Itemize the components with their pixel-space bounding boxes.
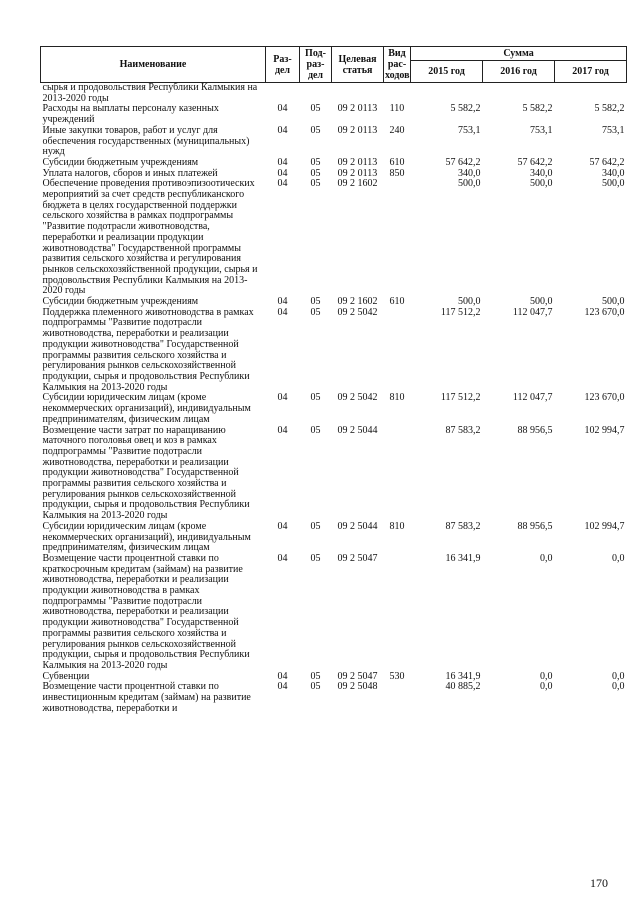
row-sum-2015: 87 583,2 xyxy=(445,520,481,532)
row-razdel: 04 xyxy=(277,681,288,693)
row-podrazdel: 05 xyxy=(310,392,321,404)
row-sum-2017: 57 642,2 xyxy=(589,156,625,168)
header-podrazdel: Под- раз- дел xyxy=(300,47,332,83)
row-razdel: 04 xyxy=(277,670,288,682)
row-name: Уплата налогов, сборов и иных платежей xyxy=(42,167,218,179)
row-vid xyxy=(384,308,411,394)
row-sum-2016: 88 956,5 xyxy=(517,424,553,436)
row-vid xyxy=(384,682,411,714)
row-sum-2015: 117 512,2 xyxy=(440,306,481,318)
row-sum-2017: 102 994,7 xyxy=(584,520,625,532)
row-sum-2015: 117 512,2 xyxy=(440,392,481,404)
row-sum-2017: 0,0 xyxy=(612,670,625,682)
row-razdel: 04 xyxy=(277,306,288,318)
row-sum-2015: 500,0 xyxy=(458,296,481,308)
row-name: Иные закупки товаров, работ и услуг для обеспечения государственных (муниципальных) нужд xyxy=(42,124,250,158)
table-row xyxy=(41,126,627,158)
row-razdel: 04 xyxy=(277,103,288,115)
row-name: Субвенции xyxy=(42,670,90,682)
row-razdel: 04 xyxy=(277,124,288,136)
row-vid: 810 xyxy=(389,520,405,532)
row-podrazdel: 05 xyxy=(310,520,321,532)
row-podrazdel xyxy=(300,83,332,105)
header-target: Целевая статья xyxy=(332,47,384,83)
row-sum-2015: 40 885,2 xyxy=(445,681,481,693)
row-podrazdel: 05 xyxy=(310,296,321,308)
row-sum-2016: 753,1 xyxy=(530,124,553,136)
row-sum-2016: 0,0 xyxy=(540,552,553,564)
row-podrazdel: 05 xyxy=(310,670,321,682)
row-vid xyxy=(384,83,411,105)
table-header xyxy=(41,47,627,83)
row-target: 09 2 0113 xyxy=(337,167,378,179)
table-row xyxy=(41,83,627,105)
row-vid: 850 xyxy=(389,167,405,179)
row-sum-2016: 340,0 xyxy=(530,167,553,179)
row-sum-2016 xyxy=(483,83,555,105)
row-target: 09 2 0113 xyxy=(337,124,378,136)
row-sum-2016: 0,0 xyxy=(540,681,553,693)
budget-table xyxy=(40,46,627,714)
row-target: 09 2 5047 xyxy=(337,552,378,564)
row-name: Субсидии бюджетным учреждениям xyxy=(42,296,199,308)
row-target: 09 2 5044 xyxy=(337,424,378,436)
row-vid: 530 xyxy=(389,670,405,682)
row-podrazdel: 05 xyxy=(310,424,321,436)
table-row xyxy=(41,393,627,425)
row-name: Субсидии юридическим лицам (кроме некоммерческих организаций), индивидуальным предпринимателям, физическим лицам xyxy=(42,392,251,425)
row-target xyxy=(332,83,384,105)
row-target: 09 2 0113 xyxy=(337,156,378,168)
row-target: 09 2 5048 xyxy=(337,681,378,693)
row-razdel: 04 xyxy=(277,296,288,308)
header-razdel: Раз- дел xyxy=(266,47,300,83)
row-sum-2015: 500,0 xyxy=(458,178,481,190)
row-target: 09 2 5047 xyxy=(337,670,378,682)
row-podrazdel: 05 xyxy=(310,167,321,179)
row-name: Обеспечение проведения противоэпизоотических мероприятий за счет средств республиканского бюджета в целях государственной поддержки сельского хозяйства в рамках подпрограммы "Развитие подотрасли животноводства, переработки и реализации продукции животноводства" Государственной программы развития сельского хозяйства и регулирования рынков сельскохозяйственной продукции, сырья и продовольствия Республики Калмыкия на 2013-2020 годы xyxy=(42,178,258,297)
row-razdel: 04 xyxy=(277,156,288,168)
row-vid xyxy=(384,426,411,522)
row-razdel: 04 xyxy=(277,424,288,436)
row-target: 09 2 1602 xyxy=(337,178,378,190)
row-name: Возмещение части процентной ставки по инвестиционным кредитам (займам) на развитие животноводства, переработки и xyxy=(42,681,251,714)
table-row xyxy=(41,426,627,522)
row-target: 09 2 5044 xyxy=(337,520,378,532)
row-target: 09 2 5042 xyxy=(337,306,378,318)
row-sum-2017 xyxy=(555,83,627,105)
row-sum-2017: 5 582,2 xyxy=(594,103,625,115)
budget-table-page xyxy=(40,46,626,714)
table-row xyxy=(41,104,627,125)
row-sum-2017: 0,0 xyxy=(612,552,625,564)
row-sum-2015: 340,0 xyxy=(458,167,481,179)
row-sum-2017: 500,0 xyxy=(602,178,625,190)
row-sum-2015: 87 583,2 xyxy=(445,424,481,436)
row-vid: 610 xyxy=(389,156,405,168)
row-sum-2016: 88 956,5 xyxy=(517,520,553,532)
row-podrazdel: 05 xyxy=(310,306,321,318)
header-name: Наименование xyxy=(41,47,266,83)
row-vid: 240 xyxy=(389,124,405,136)
row-sum-2016: 0,0 xyxy=(540,670,553,682)
table-body xyxy=(41,83,627,715)
page-number: 170 xyxy=(590,876,608,890)
row-razdel: 04 xyxy=(277,167,288,179)
row-sum-2016: 5 582,2 xyxy=(522,103,553,115)
row-sum-2017: 102 994,7 xyxy=(584,424,625,436)
row-sum-2017: 123 670,0 xyxy=(584,306,625,318)
table-row xyxy=(41,179,627,297)
row-vid xyxy=(384,554,411,672)
row-name: Расходы на выплаты персоналу казенных учреждений xyxy=(42,103,219,126)
row-name: сырья и продовольствия Республики Калмыкия на 2013-2020 годы xyxy=(42,82,258,104)
row-vid: 110 xyxy=(389,103,405,115)
row-podrazdel: 05 xyxy=(310,156,321,168)
row-razdel: 04 xyxy=(277,552,288,564)
row-target: 09 2 5042 xyxy=(337,392,378,404)
row-sum-2015: 5 582,2 xyxy=(450,103,481,115)
row-sum-2015: 16 341,9 xyxy=(445,552,481,564)
table-row xyxy=(41,522,627,554)
row-name: Возмещение части процентной ставки по краткосрочным кредитам (займам) на развитие животноводства, переработки и реализации продукции животноводства в рамках подпрограммы "Развитие подотрасли животноводства, переработки и реализации продукции животноводства" Государственной программы развития сельского хозяйства и регулирования рынков сельскохозяйственной продукции, сырья и продовольствия Республики Калмыкия на 2013-2020 годы xyxy=(42,552,250,671)
header-year-2017: 2017 год xyxy=(555,61,627,83)
row-target: 09 2 1602 xyxy=(337,296,378,308)
row-name: Поддержка племенного животноводства в рамках подпрограммы "Развитие подотрасли животноводства, переработки и реализации продукции животноводства" Государственной программы развития сельского хозяйства и регулирования рынков сельскохозяйственной продукции, сырья и продовольствия Республики Калмыкия на 2013-2020 годы xyxy=(42,306,254,393)
row-razdel: 04 xyxy=(277,520,288,532)
row-name: Субсидии юридическим лицам (кроме некоммерческих организаций), индивидуальным предпринимателям, физическим лицам xyxy=(42,520,251,554)
row-razdel: 04 xyxy=(277,392,288,404)
row-sum-2017: 753,1 xyxy=(602,124,625,136)
row-podrazdel: 05 xyxy=(310,178,321,190)
table-row xyxy=(41,554,627,672)
row-sum-2015: 16 341,9 xyxy=(445,670,481,682)
row-target: 09 2 0113 xyxy=(337,103,378,115)
header-sum: Сумма xyxy=(411,47,627,61)
row-sum-2015: 57 642,2 xyxy=(445,156,481,168)
row-podrazdel: 05 xyxy=(310,681,321,693)
table-row xyxy=(41,682,627,714)
row-podrazdel: 05 xyxy=(310,103,321,115)
row-vid xyxy=(384,179,411,297)
row-podrazdel: 05 xyxy=(310,552,321,564)
row-name: Возмещение части затрат по наращиванию маточного поголовья овец и коз в рамках подпрограммы "Развитие подотрасли животноводства, переработки и реализации продукции животноводства" Государственной программы развития сельского хозяйства и регулирования рынков сельскохозяйственной продукции, сырья и продовольствия Республики Калмыкия на 2013-2020 годы xyxy=(42,424,250,522)
row-name: Субсидии бюджетным учреждениям xyxy=(42,156,199,168)
row-razdel xyxy=(266,83,300,105)
row-sum-2015: 753,1 xyxy=(458,124,481,136)
row-razdel: 04 xyxy=(277,178,288,190)
row-sum-2016: 57 642,2 xyxy=(517,156,553,168)
row-podrazdel: 05 xyxy=(310,124,321,136)
table-row xyxy=(41,308,627,394)
row-sum-2015 xyxy=(411,83,483,105)
row-vid: 610 xyxy=(389,296,405,308)
row-vid: 810 xyxy=(389,392,405,404)
row-sum-2017: 340,0 xyxy=(602,167,625,179)
header-vid: Вид рас- ходов xyxy=(385,48,410,81)
row-sum-2017: 500,0 xyxy=(602,296,625,308)
row-sum-2016: 500,0 xyxy=(530,178,553,190)
row-sum-2017: 123 670,0 xyxy=(584,392,625,404)
header-year-2015: 2015 год xyxy=(411,61,483,83)
header-year-2016: 2016 год xyxy=(483,61,555,83)
row-sum-2016: 112 047,7 xyxy=(512,392,553,404)
row-sum-2016: 500,0 xyxy=(530,296,553,308)
row-sum-2017: 0,0 xyxy=(612,681,625,693)
row-sum-2016: 112 047,7 xyxy=(512,306,553,318)
